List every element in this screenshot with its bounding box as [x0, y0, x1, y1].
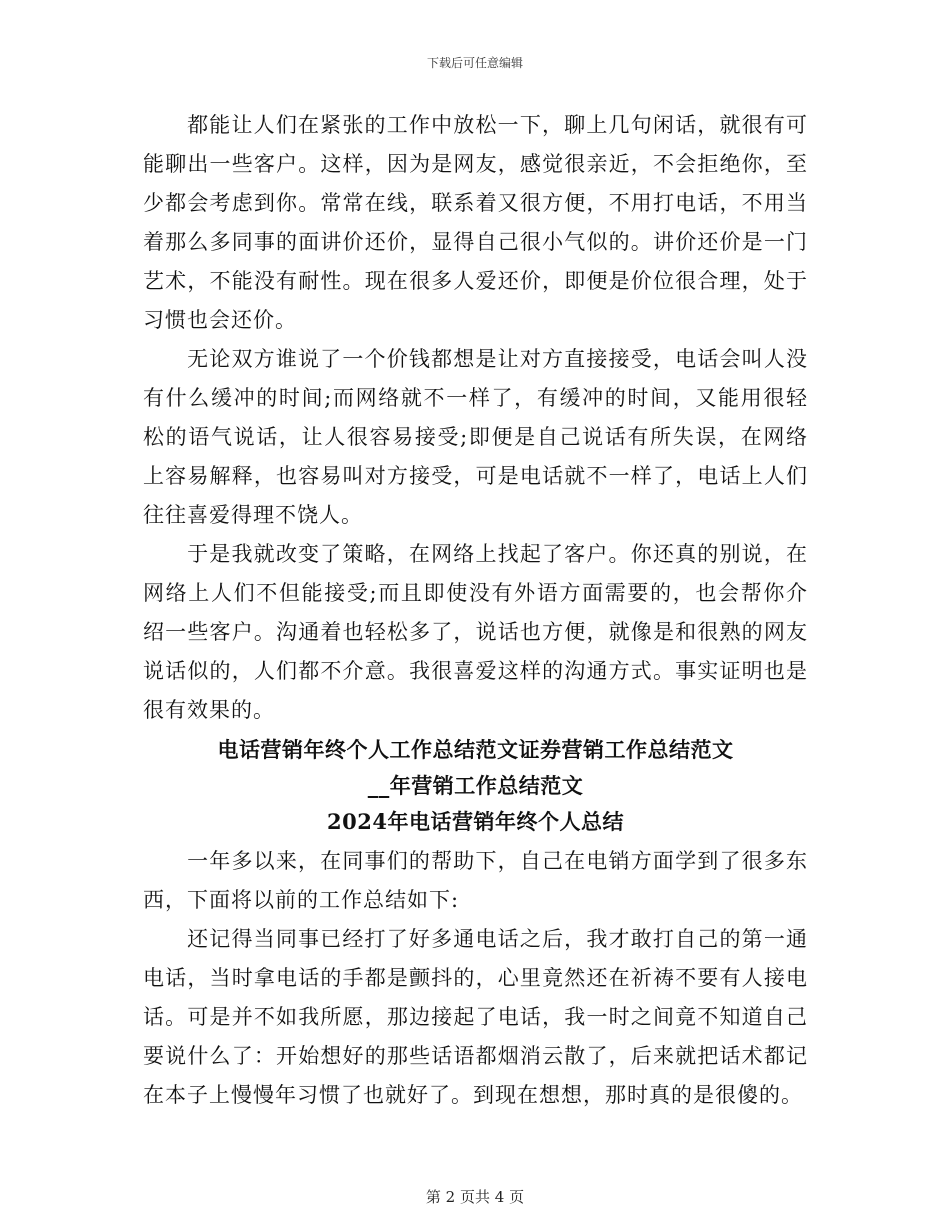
section-headings [143, 732, 808, 840]
page-number: 第 2 页共 4 页 [425, 1188, 525, 1206]
section-heading: 电话营销年终个人工作总结范文证券营销工作总结范文 [217, 737, 734, 762]
page-header: 下载后可任意编辑 [426, 56, 523, 70]
body-paragraph: 一年多以来，在同事们的帮助下，自己在电销方面学到了很多东西，下面将以前的工作总结如下: [143, 849, 808, 912]
body-paragraph: 还记得当同事已经打了好多通电话之后，我才敢打自己的第一通电话，当时拿电话的手都是颤抖的，心里竟然还在祈祷不要有人接电话。可是并不如我所愿，那边接起了电话，我一时之间竟不知道自己要说什么了：开始想好的那些话语都烟消云散了，后来就把话术都记在本子上慢慢年习惯了也就好了。到现在想想，那时真的是很傻的。 [143, 927, 808, 1107]
document-body [143, 106, 808, 1115]
section-heading: 2024年电话营销年终个人总结 [327, 809, 624, 834]
body-paragraph: 都能让人们在紧张的工作中放松一下，聊上几句闲话，就很有可能聊出一些客户。这样，因为是网友，感觉很亲近，不会拒绝你，至少都会考虑到你。常常在线，联系着又很方便，不用打电话，不用当着那么多同事的面讲价还价，显得自己很小气似的。讲价还价是一门艺术，不能没有耐性。现在很多人爱还价，即便是价位很合理，处于习惯也会还价。 [143, 113, 808, 332]
section-heading: __年营销工作总结范文 [367, 773, 584, 798]
body-paragraph: 无论双方谁说了一个价钱都想是让对方直接接受，电话会叫人没有什么缓冲的时间;而网络就不一样了，有缓冲的时间，又能用很轻松的语气说话，让人很容易接受;即便是自己说话有所失误，在网络上容易解释，也容易叫对方接受，可是电话就不一样了，电话上人们往往喜爱得理不饶人。 [143, 347, 808, 527]
body-paragraph: 于是我就改变了策略，在网络上找起了客户。你还真的别说，在网络上人们不但能接受;而且即使没有外语方面需要的，也会帮你介绍一些客户。沟通着也轻松多了，说话也方便，就像是和很熟的网友说话似的，人们都不介意。我很喜爱这样的沟通方式。事实证明也是很有效果的。 [143, 542, 808, 722]
